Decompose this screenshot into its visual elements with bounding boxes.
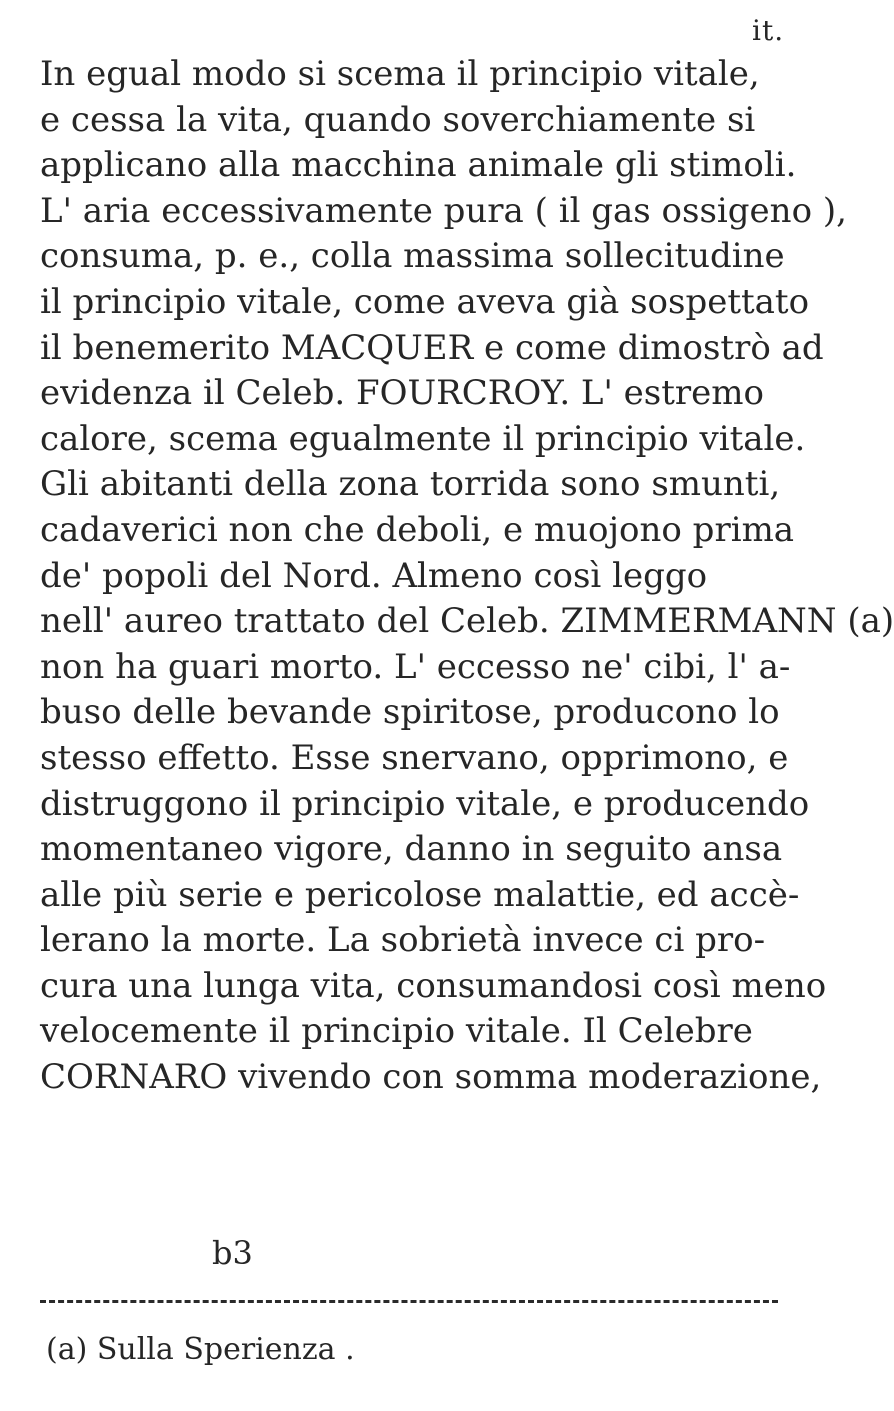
text-line: momentaneo vigore, danno in seguito ansa: [40, 829, 783, 870]
text-line: consuma, p. e., colla massima sollecitudine: [40, 236, 785, 277]
text-line: buso delle bevande spiritose, producono lo: [40, 692, 780, 733]
text-line: alle più serie e pericolose malattie, ed accè-: [40, 874, 800, 915]
signature-mark: b3: [212, 1234, 253, 1272]
text-line: velocemente il principio vitale. Il Celebre: [40, 1011, 753, 1052]
text-line: cura una lunga vita, consumandosi così meno: [40, 965, 827, 1006]
footnote: (a) Sulla Sperienza .: [46, 1332, 355, 1367]
text-line: stesso effetto. Esse snervano, opprimono, e: [40, 737, 789, 778]
text-line: L' aria eccessivamente pura ( il gas ossigeno ),: [40, 190, 847, 231]
page-number: it.: [752, 14, 785, 47]
text-line: Gli abitanti della zona torrida sono smunti,: [40, 464, 781, 505]
text-line: non ha guari morto. L' eccesso ne' cibi, l' a-: [40, 646, 791, 687]
body-text: [40, 52, 894, 1101]
text-line: lerano la morte. La sobrietà invece ci pro-: [40, 920, 766, 961]
text-line: il principio vitale, come aveva già sospettato: [40, 281, 810, 322]
text-line: e cessa la vita, quando soverchiamente si: [40, 99, 756, 140]
text-line: de' popoli del Nord. Almeno così leggo: [40, 555, 708, 596]
text-line: In egual modo si scema il principio vitale,: [40, 54, 760, 94]
text-line: nell' aureo trattato del Celeb. ZIMMERMANN (a): [40, 601, 894, 642]
text-line: distruggono il principio vitale, e producendo: [40, 783, 810, 824]
text-line: applicano alla macchina animale gli stimoli.: [40, 145, 797, 186]
text-line: CORNARO vivendo con somma moderazione,: [40, 1057, 822, 1098]
text-line: calore, scema egualmente il principio vitale.: [40, 418, 806, 459]
footnote-divider: [40, 1300, 778, 1303]
text-line: il benemerito MACQUER e come dimostrò ad: [40, 327, 824, 368]
text-line: cadaverici non che deboli, e muojono prima: [40, 509, 795, 550]
text-line: evidenza il Celeb. FOURCROY. L' estremo: [40, 373, 764, 414]
